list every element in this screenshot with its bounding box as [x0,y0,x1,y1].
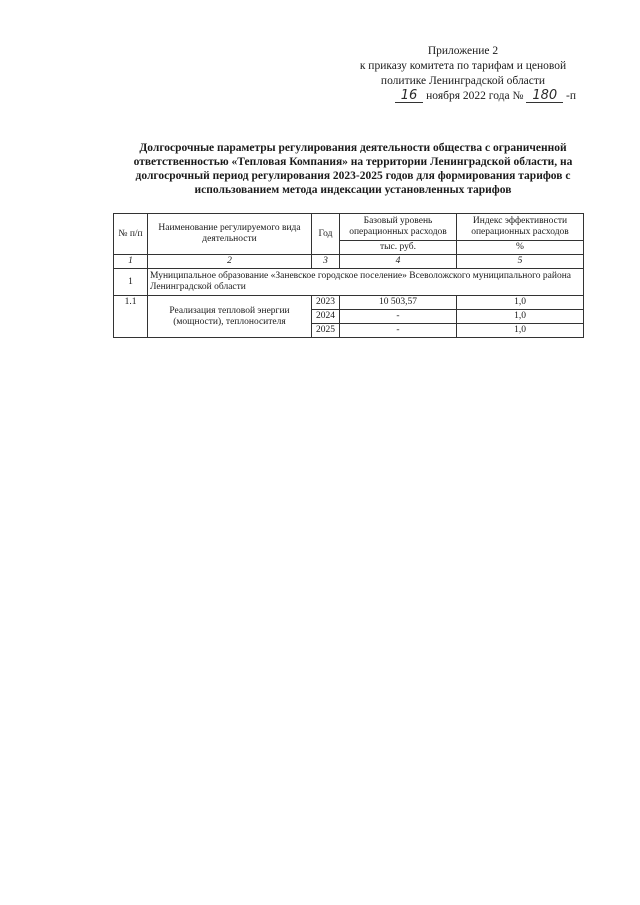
header-year: Год [312,214,340,255]
order-month-year: ноября 2022 года № [426,90,524,102]
row-index: 1,0 [457,296,584,310]
row-year: 2025 [312,324,340,338]
handwritten-number: 180 [526,89,563,103]
header-index-unit: % [457,241,584,255]
appendix-committee-line: политике Ленинградской области [380,75,546,87]
row-year: 2024 [312,310,340,324]
row-base: - [340,310,457,324]
order-suffix: -п [566,90,576,102]
header-index: Индекс эффективности операционных расходов [457,214,584,241]
header-num: № п/п [114,214,148,255]
col-number-4: 4 [340,255,457,269]
table-row [114,296,584,310]
col-number-1: 1 [114,255,148,269]
appendix-order-line: к приказу комитета по тарифам и ценовой [359,60,567,72]
handwritten-day: 16 [395,89,424,103]
section-num: 1 [114,269,148,296]
row-base: - [340,324,457,338]
appendix-header [348,44,578,104]
appendix-date-line [348,89,578,104]
header-base: Базовый уровень операционных расходов [340,214,457,241]
table-header-row [114,214,584,241]
row-base: 10 503,57 [340,296,457,310]
table-section-row [114,269,584,296]
parameters-table [113,213,584,338]
col-number-3: 3 [312,255,340,269]
header-activity: Наименование регулируемого вида деятельности [148,214,312,255]
row-index: 1,0 [457,310,584,324]
row-index: 1,0 [457,324,584,338]
col-number-5: 5 [457,255,584,269]
table-column-numbers-row [114,255,584,269]
item-name: Реализация тепловой энергии (мощности), теплоносителя [148,296,312,338]
row-year: 2023 [312,296,340,310]
header-base-unit: тыс. руб. [340,241,457,255]
col-number-2: 2 [148,255,312,269]
section-name: Муниципальное образование «Заневское городское поселение» Всеволожского муниципального района Ленинградской области [148,269,584,296]
appendix-title: Приложение 2 [427,45,499,57]
document-title: Долгосрочные параметры регулирования деятельности общества с ограниченной ответственностью «Тепловая Компания» на территории Ленинградской области, на долгосрочный период регулирования 2023-2025 годов для формирования тарифов с использованием метода индексации установленных тарифов [133,142,573,196]
item-num: 1.1 [114,296,148,338]
